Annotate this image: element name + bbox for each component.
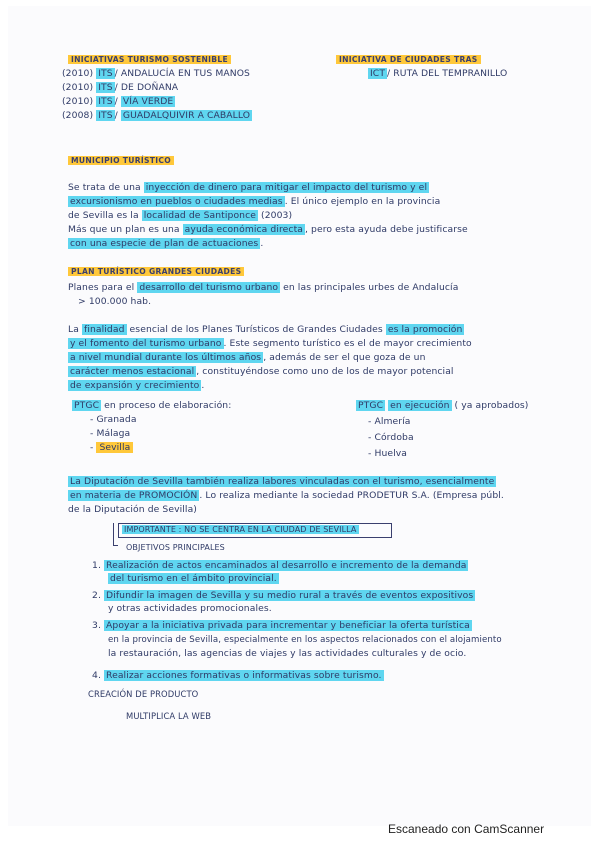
municipio-line: con una especie de plan de actuaciones . [70,238,264,249]
municipio-line: excursionismo en pueblos o ciudades medias . El único ejemplo en la provincia [70,196,441,207]
plan-intro: Planes para el desarrollo del turismo urbano en las principales urbes de Andalucía [68,282,459,293]
its-item: (2008) ITS / GUADALQUIVIR A CABALLO [62,110,251,121]
objective-item: 4. Realizar acciones formativas o informativas sobre turismo. [92,670,382,681]
objective-item: 1. Realización de actos encaminados al desarrollo e incremento de la demanda [92,560,467,571]
diputacion-line: La Diputación de Sevilla también realiza labores vinculadas con el turismo, esencialmente [70,476,495,487]
objective-item: 2. Difundir la imagen de Sevilla y su medio rural a través de eventos expositivos [92,590,474,601]
diputacion-line: en materia de PROMOCIÓN . Lo realiza mediante la sociedad PRODETUR S.A. (Empresa públ. [70,490,504,501]
municipio-title: MUNICIPIO TURÍSTICO [68,155,174,167]
ptgc-right-item: - Córdoba [368,432,414,443]
ptgc-left-item: - Málaga [90,428,131,439]
creacion-producto: CREACIÓN DE PRODUCTO [88,689,199,699]
importante-note: IMPORTANTE : NO SE CENTRA EN LA CIUDAD DE SEVILLA [124,525,357,534]
ptgc-left-heading: PTGC en proceso de elaboración: [74,400,232,411]
plan-intro-threshold: > 100.000 hab. [78,296,152,307]
objetivos-heading: OBJETIVOS PRINCIPALES [126,543,225,552]
its-item: (2010) ITS / DE DOÑANA [62,82,179,93]
ptgc-right-item: - Huelva [368,448,408,459]
plan-para-line: carácter menos estacional , constituyéndose como uno de los de mayor potencial [70,366,454,377]
its-item: (2010) ITS / ANDALUCÍA EN TUS MANOS [62,68,250,79]
plan-title: PLAN TURÍSTICO GRANDES CIUDADES [68,266,244,278]
objective-item-cont: en la provincia de Sevilla, especialmente en los aspectos relacionados con el alojamiento [108,635,502,645]
ict-item: ICT / RUTA DEL TEMPRANILLO [370,68,508,79]
ptgc-right-heading: PTGC en ejecución ( ya aprobados) [358,400,529,411]
ptgc-left-item: - Sevilla [90,442,133,454]
municipio-line: de Sevilla es la localidad de Santiponce (2003) [68,210,293,221]
plan-para-line: y el fomento del turismo urbano . Este segmento turístico es el de mayor crecimiento [70,338,472,349]
objective-item-cont: y otras actividades promocionales. [108,603,272,614]
plan-para-line: a nivel mundial durante los últimos años , además de ser el que goza de un [70,352,426,363]
ptgc-left-item: - Granada [90,414,137,425]
ptgc-right-item: - Almería [368,416,411,427]
plan-para-line: de expansión y crecimiento . [70,380,205,391]
municipio-line: Más que un plan es una ayuda económica directa , pero esta ayuda debe justificarse [68,224,468,235]
objective-item-cont: del turismo en el ámbito provincial. [110,573,277,584]
diputacion-line: de la Diputación de Sevilla) [68,504,197,515]
objective-item-cont: la restauración, las agencias de viajes y las actividades culturales y de ocio. [108,648,467,659]
plan-para-line: La finalidad esencial de los Planes Turísticos de Grandes Ciudades es la promoción [68,324,463,335]
scanner-watermark: Escaneado con CamScanner [388,822,545,836]
its-item: (2010) ITS / VÍA VERDE [62,96,174,107]
multiplica-web: MULTIPLICA LA WEB [126,711,212,721]
municipio-line: Se trata de una inyección de dinero para mitigar el impacto del turismo y el [68,182,428,193]
objective-item: 3. Apoyar a la iniciativa privada para incrementar y beneficiar la oferta turística [92,620,470,631]
ict-title: INICIATIVA DE CIUDADES TRAS [336,54,481,66]
its-title: INICIATIVAS TURISMO SOSTENIBLE [68,54,231,66]
